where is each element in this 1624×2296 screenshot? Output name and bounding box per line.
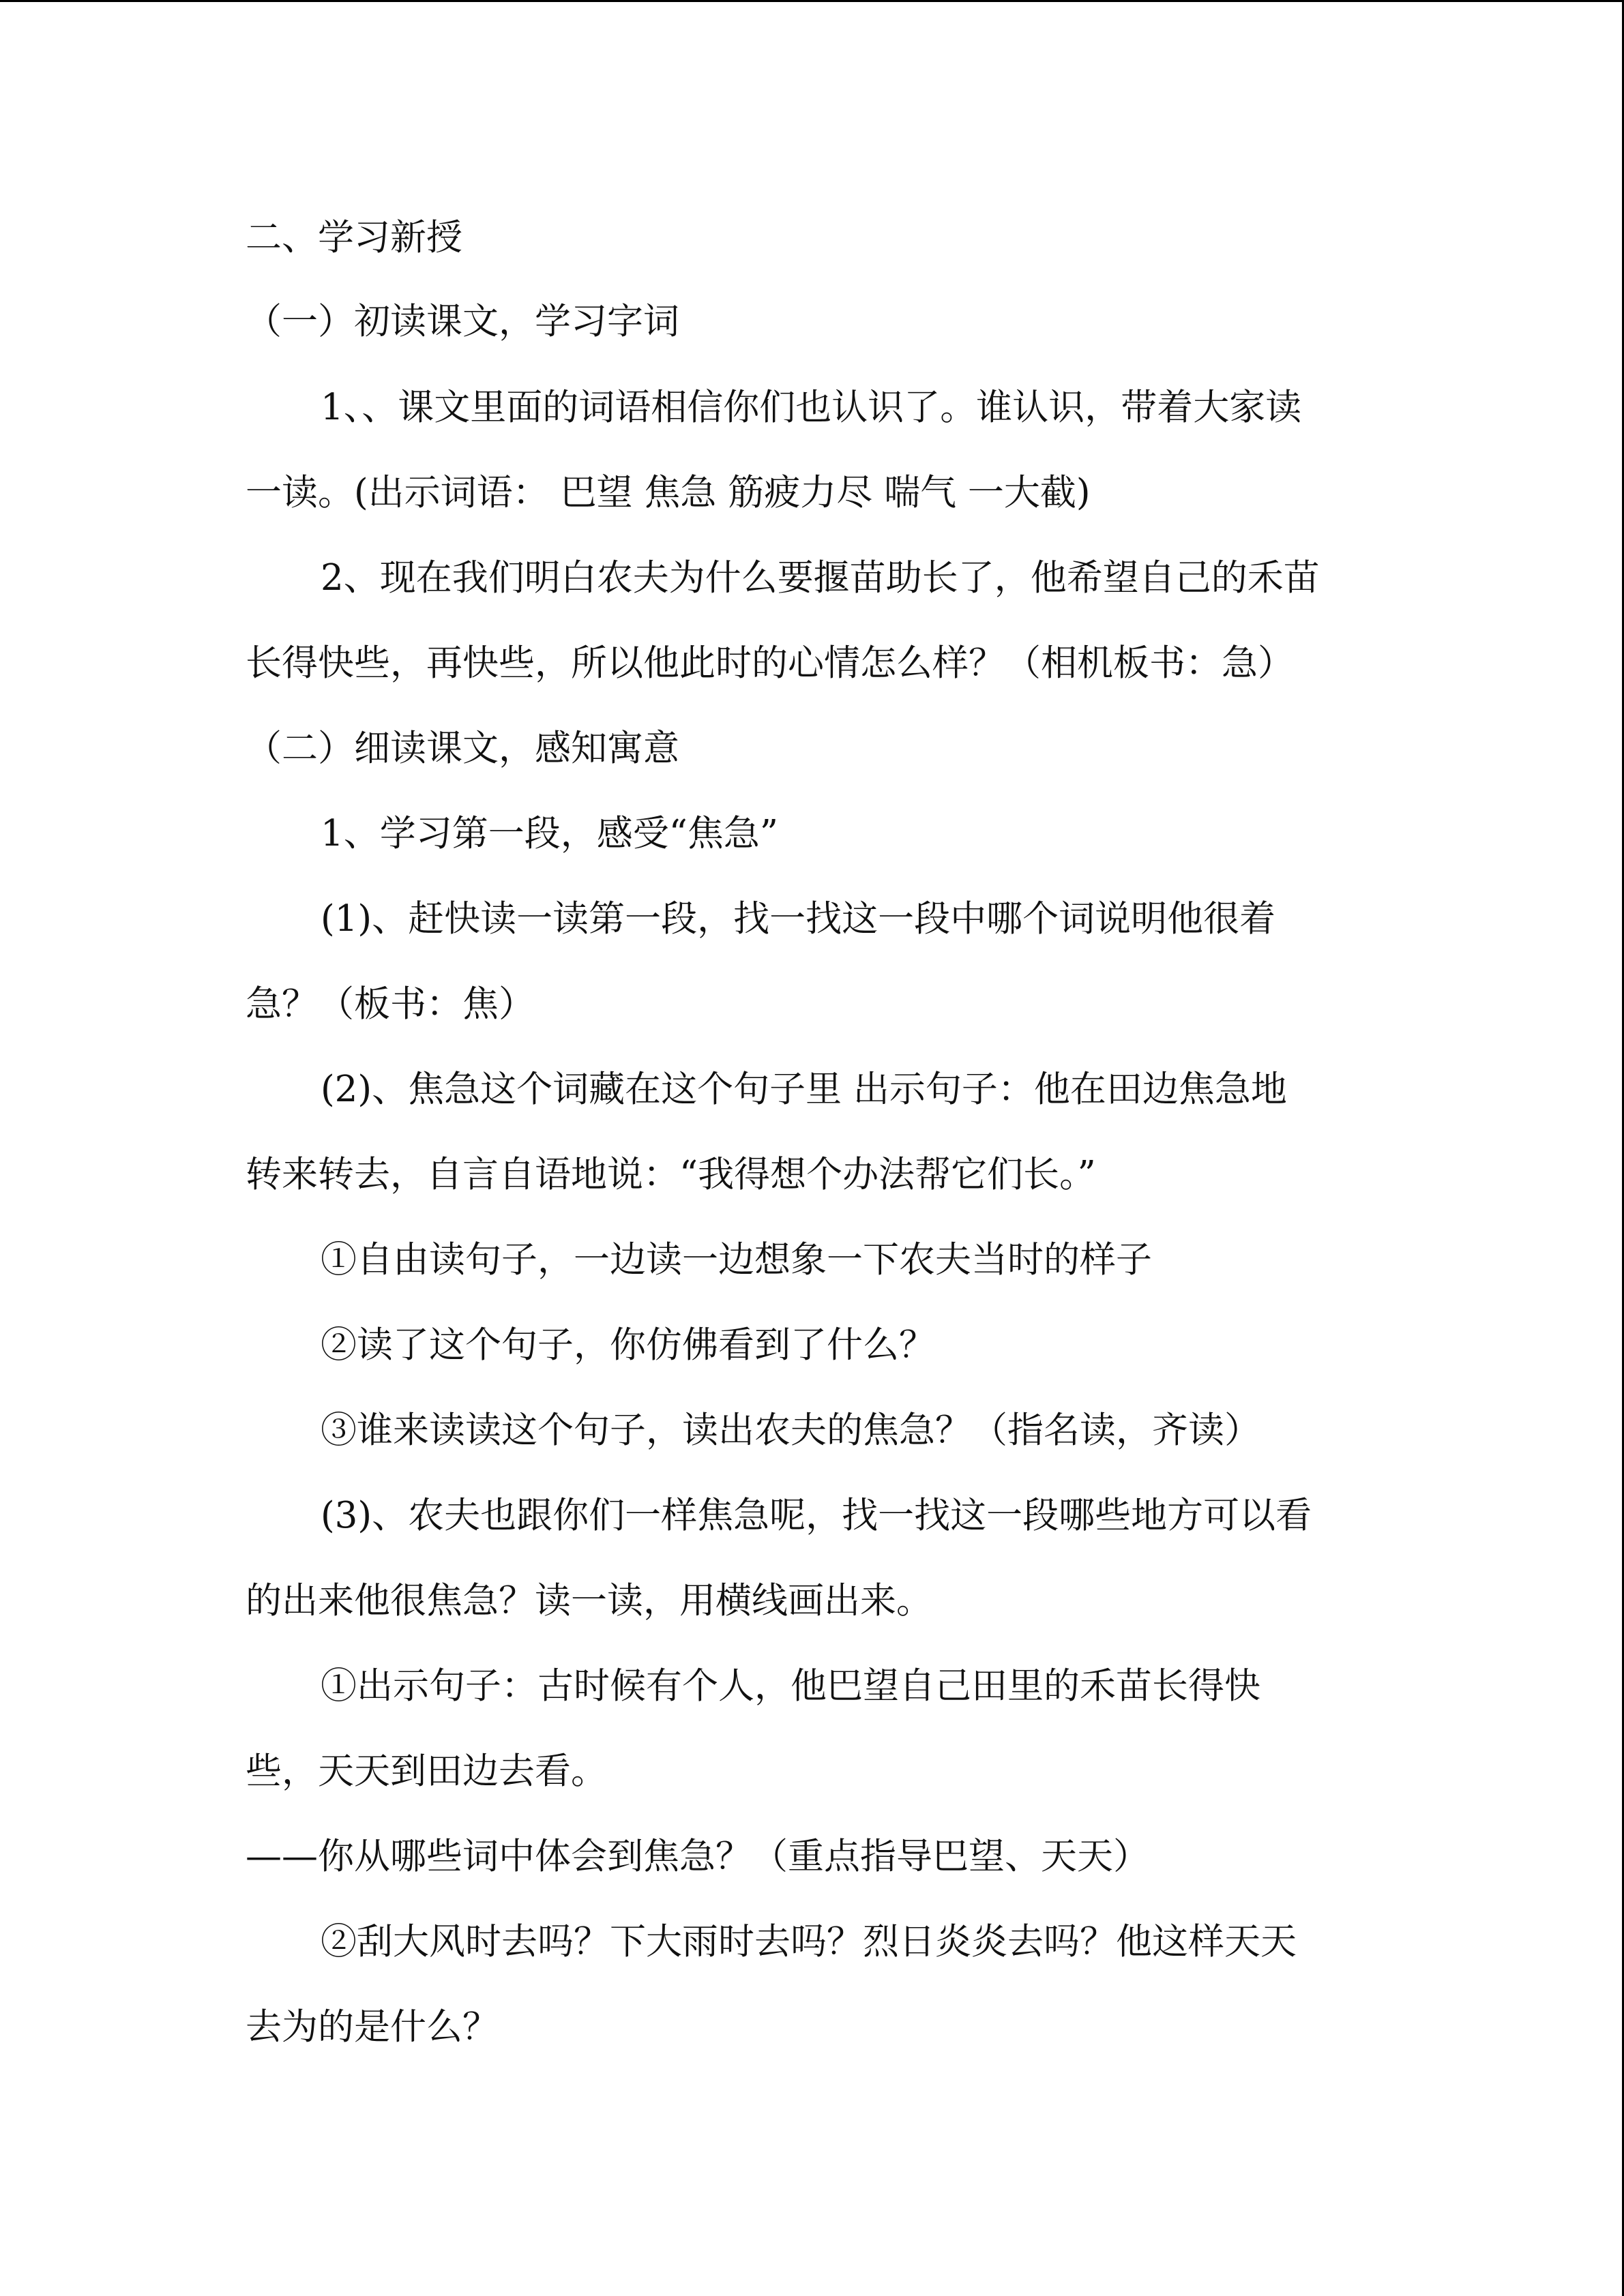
section-heading-new-lesson: 二、学习新授 bbox=[246, 217, 462, 258]
paragraph-line: 的出来他很焦急？读一读，用横线画出来。 bbox=[246, 1580, 932, 1622]
paragraph-line: 2、现在我们明白农夫为什么要揠苗助长了，他希望自己的禾苗 bbox=[321, 557, 1320, 599]
paragraph-line: 1、、课文里面的词语相信你们也认识了。谁认识，带着大家读 bbox=[321, 387, 1302, 428]
paragraph-line: 1、学习第一段，感受“焦急” bbox=[321, 813, 778, 854]
paragraph-line: (1)、赶快读一读第一段，找一找这一段中哪个词说明他很着 bbox=[321, 898, 1276, 940]
paragraph-line: ①自由读句子，一边读一边想象一下农夫当时的样子 bbox=[321, 1239, 1152, 1281]
paragraph-line: ②刮大风时去吗？下大雨时去吗？烈日炎炎去吗？他这样天天 bbox=[321, 1921, 1297, 1963]
paragraph-line: (2)、焦急这个词藏在这个句子里 出示句子：他在田边焦急地 bbox=[321, 1069, 1287, 1110]
paragraph-line: ①出示句子：古时候有个人，他巴望自己田里的禾苗长得快 bbox=[321, 1665, 1260, 1707]
paragraph-line: 去为的是什么？ bbox=[246, 2006, 499, 2048]
page-top-border bbox=[0, 0, 1624, 2]
paragraph-line: ——你从哪些词中体会到焦急？（重点指导巴望、天天） bbox=[246, 1836, 1149, 1877]
paragraph-line: (3)、农夫也跟你们一样焦急呢，找一找这一段哪些地方可以看 bbox=[321, 1495, 1312, 1536]
paragraph-line: 一读。(出示词语： 巴望 焦急 筋疲力尽 喘气 一大截) bbox=[246, 472, 1091, 513]
paragraph-line: ②读了这个句子，你仿佛看到了什么？ bbox=[321, 1324, 935, 1366]
subsection-heading-close-reading: （二）细读课文，感知寓意 bbox=[246, 728, 679, 769]
paragraph-line: 些，天天到田边去看。 bbox=[246, 1750, 607, 1792]
paragraph-line: 转来转去，自言自语地说：“我得想个办法帮它们长。” bbox=[246, 1154, 1096, 1195]
paragraph-line: 急？（板书：焦） bbox=[246, 983, 535, 1025]
paragraph-line: 长得快些，再快些，所以他此时的心情怎么样？（相机板书：急） bbox=[246, 642, 1294, 684]
paragraph-line: ③谁来读读这个句子，读出农夫的焦急？（指名读，齐读） bbox=[321, 1410, 1260, 1451]
subsection-heading-first-reading: （一）初读课文，学习字词 bbox=[246, 301, 679, 342]
